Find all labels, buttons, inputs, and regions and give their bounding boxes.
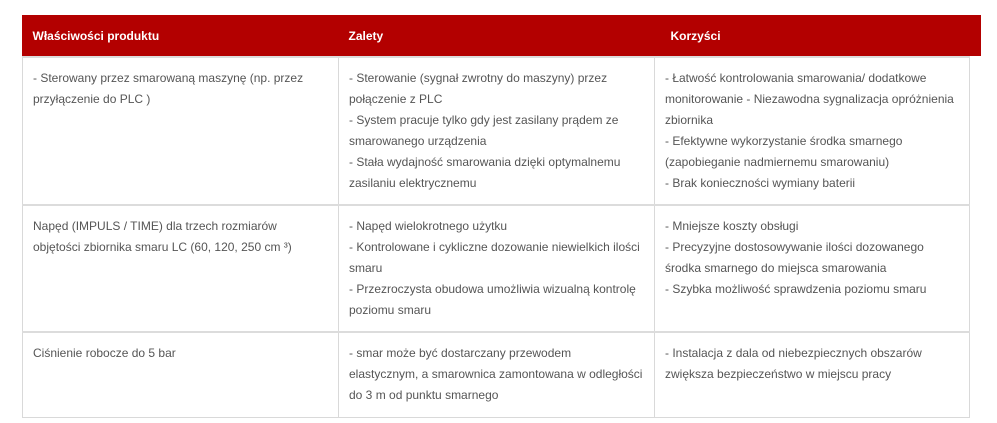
cell-line: zbiornika bbox=[665, 113, 714, 127]
cell-line: monitorowanie - Niezawodna sygnalizacja opróżnienia bbox=[665, 92, 954, 106]
product-features-table bbox=[22, 15, 970, 418]
cell-line: przyłączenie do PLC ) bbox=[33, 92, 151, 106]
cell-advantages bbox=[339, 332, 655, 417]
table-row bbox=[23, 205, 970, 332]
cell-benefits bbox=[655, 205, 970, 332]
table-row bbox=[23, 57, 970, 205]
cell-benefits bbox=[655, 57, 970, 205]
cell-line: smaru bbox=[349, 261, 383, 275]
cell-benefits bbox=[655, 332, 970, 417]
cell-line: środka smarnego do miejsca smarowania bbox=[665, 261, 887, 275]
cell-line: - Szybka możliwość sprawdzenia poziomu smaru bbox=[665, 282, 927, 296]
cell-line: Napęd (IMPULS / TIME) dla trzech rozmiarów bbox=[33, 219, 277, 233]
cell-property bbox=[23, 57, 339, 205]
cell-property bbox=[23, 205, 339, 332]
cell-line: - Brak konieczności wymiany baterii bbox=[665, 176, 856, 190]
cell-line: - Przezroczysta obudowa umożliwia wizualną kontrolę bbox=[349, 282, 636, 296]
table-header-row bbox=[23, 15, 970, 57]
cell-line: - Instalacja z dala od niebezpiecznych obszarów bbox=[665, 346, 922, 360]
cell-advantages bbox=[339, 205, 655, 332]
cell-line: (zapobieganie nadmiernemu smarowaniu) bbox=[665, 155, 890, 169]
cell-line: objętości zbiornika smaru LC (60, 120, 250 cm ³) bbox=[33, 240, 292, 254]
cell-line: - Sterowanie (sygnał zwrotny do maszyny) przez bbox=[349, 71, 608, 85]
cell-line: - smar może być dostarczany przewodem bbox=[349, 346, 572, 360]
cell-line: - Efektywne wykorzystanie środka smarnego bbox=[665, 134, 903, 148]
cell-line: - Precyzyjne dostosowywanie ilości dozowanego bbox=[665, 240, 924, 254]
cell-line: smarowanego urządzenia bbox=[349, 134, 487, 148]
cell-line: - Mniejsze koszty obsługi bbox=[665, 219, 799, 233]
cell-line: połączenie z PLC bbox=[349, 92, 443, 106]
cell-line: - System pracuje tylko gdy jest zasilany prądem ze bbox=[349, 113, 619, 127]
header-product-properties: Właściwości produktu bbox=[23, 15, 339, 57]
cell-line: - Stała wydajność smarowania dzięki optymalnemu bbox=[349, 155, 621, 169]
cell-line: - Napęd wielokrotnego użytku bbox=[349, 219, 508, 233]
cell-line: - Kontrolowane i cykliczne dozowanie niewielkich ilości bbox=[349, 240, 640, 254]
cell-line: elastycznym, a smarownica zamontowana w odległości bbox=[349, 367, 643, 381]
table-row bbox=[23, 332, 970, 417]
cell-line: zwiększa bezpieczeństwo w miejscu pracy bbox=[665, 367, 892, 381]
cell-line: Ciśnienie robocze do 5 bar bbox=[33, 346, 176, 360]
product-features-table-wrapper bbox=[22, 15, 981, 418]
cell-line: do 3 m od punktu smarnego bbox=[349, 388, 499, 402]
cell-advantages bbox=[339, 57, 655, 205]
header-benefits: Korzyści bbox=[655, 15, 970, 57]
cell-line: - Sterowany przez smarowaną maszynę (np. przez bbox=[33, 71, 304, 85]
cell-line: poziomu smaru bbox=[349, 303, 432, 317]
cell-line: zasilaniu elektrycznemu bbox=[349, 176, 477, 190]
header-advantages: Zalety bbox=[339, 15, 655, 57]
cell-line: - Łatwość kontrolowania smarowania/ dodatkowe bbox=[665, 71, 927, 85]
cell-property bbox=[23, 332, 339, 417]
